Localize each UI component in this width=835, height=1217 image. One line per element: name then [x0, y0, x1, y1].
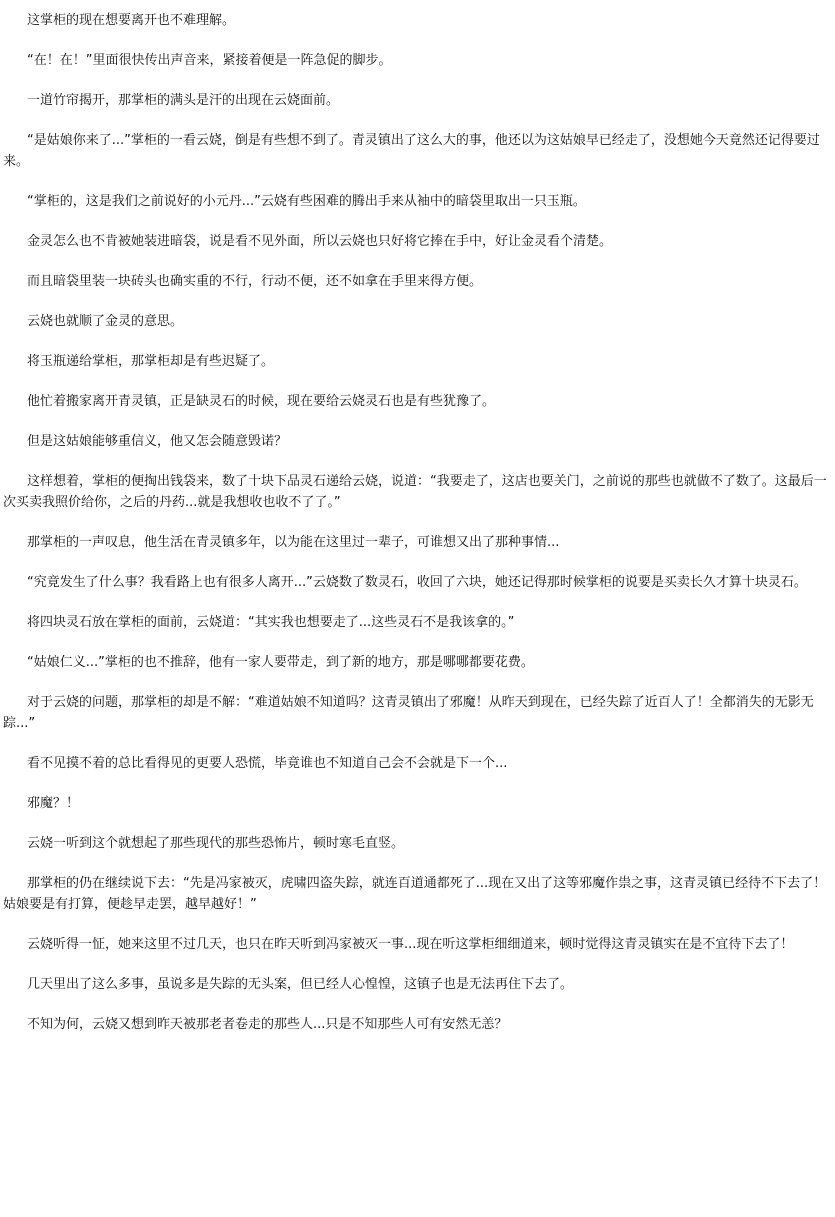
- paragraph: 将四块灵石放在掌柜的面前，云娆道：“其实我也想要走了...这些灵石不是我该拿的。”: [27, 615, 515, 630]
- paragraph: 云娆听得一怔，她来这里不过几天，也只在昨天听到冯家被灭一事...现在听这掌柜细细道来，顿时觉得这青灵镇实在是不宜待下去了！: [27, 937, 794, 952]
- paragraph: 邪魔？！: [27, 796, 80, 811]
- paragraph: 那掌柜的仍在继续说下去：“先是冯家被灭，虎啸四盗失踪，就连百道通都死了...现在又出了这等邪魔作祟之事，这青灵镇已经待不下去了！姑娘要是有打算，便趁早走罢，越早越好！”: [3, 876, 827, 912]
- paragraph: 金灵怎么也不肯被她装进暗袋，说是看不见外面，所以云娆也只好将它捧在手中，好让金灵看个清楚。: [27, 234, 613, 249]
- paragraph: 但是这姑娘能够重信义，他又怎会随意毁诺？: [27, 434, 288, 449]
- paragraph: 云娆也就顺了金灵的意思。: [27, 314, 184, 329]
- paragraph: “在！在！”里面很快传出声音来，紧接着便是一阵急促的脚步。: [27, 53, 392, 68]
- paragraph: 对于云娆的问题，那掌柜的却是不解：“难道姑娘不知道吗？这青灵镇出了邪魔！从昨天到现在，已经失踪了近百人了！全都消失的无影无踪...”: [3, 695, 814, 731]
- paragraph: 这掌柜的现在想要离开也不难理解。: [27, 13, 236, 28]
- paragraph: “是姑娘你来了...”掌柜的一看云娆，倒是有些想不到了。青灵镇出了这么大的事，他还以为这姑娘早已经走了，没想她今天竟然还记得要过来。: [3, 133, 820, 169]
- paragraph: 几天里出了这么多事，虽说多是失踪的无头案，但已经人心惶惶，这镇子也是无法再住下去了。: [27, 977, 574, 992]
- paragraph: 一道竹帘揭开，那掌柜的满头是汗的出现在云娆面前。: [27, 93, 340, 108]
- article-body: [3, 10, 829, 1054]
- paragraph: 那掌柜的一声叹息，他生活在青灵镇多年，以为能在这里过一辈子，可谁想又出了那种事情...: [27, 535, 560, 550]
- paragraph: 将玉瓶递给掌柜，那掌柜却是有些迟疑了。: [27, 354, 275, 369]
- paragraph: “姑娘仁义...”掌柜的也不推辞，他有一家人要带走，到了新的地方，那是哪哪都要花费。: [27, 655, 534, 670]
- paragraph: 这样想着，掌柜的便掏出钱袋来，数了十块下品灵石递给云娆，说道：“我要走了，这店也要关门，之前说的那些也就做不了数了。这最后一次买卖我照价给你，之后的丹药...就是我想收也收不了了。”: [3, 474, 827, 510]
- paragraph: “究竟发生了什么事？我看路上也有很多人离开...”云娆数了数灵石，收回了六块，她还记得那时候掌柜的说要是买卖长久才算十块灵石。: [27, 575, 807, 590]
- paragraph: 他忙着搬家离开青灵镇，正是缺灵石的时候，现在要给云娆灵石也是有些犹豫了。: [27, 394, 496, 409]
- paragraph: 而且暗袋里装一块砖头也确实重的不行，行动不便，还不如拿在手里来得方便。: [27, 274, 483, 289]
- paragraph: 看不见摸不着的总比看得见的更要人恐慌，毕竟谁也不知道自己会不会就是下一个...: [27, 756, 508, 771]
- paragraph: “掌柜的，这是我们之前说好的小元丹...”云娆有些困难的腾出手来从袖中的暗袋里取出一只玉瓶。: [27, 194, 586, 209]
- paragraph: 不知为何，云娆又想到昨天被那老者卷走的那些人...只是不知那些人可有安然无恙？: [27, 1017, 508, 1032]
- paragraph: 云娆一听到这个就想起了那些现代的那些恐怖片，顿时寒毛直竖。: [27, 836, 405, 851]
